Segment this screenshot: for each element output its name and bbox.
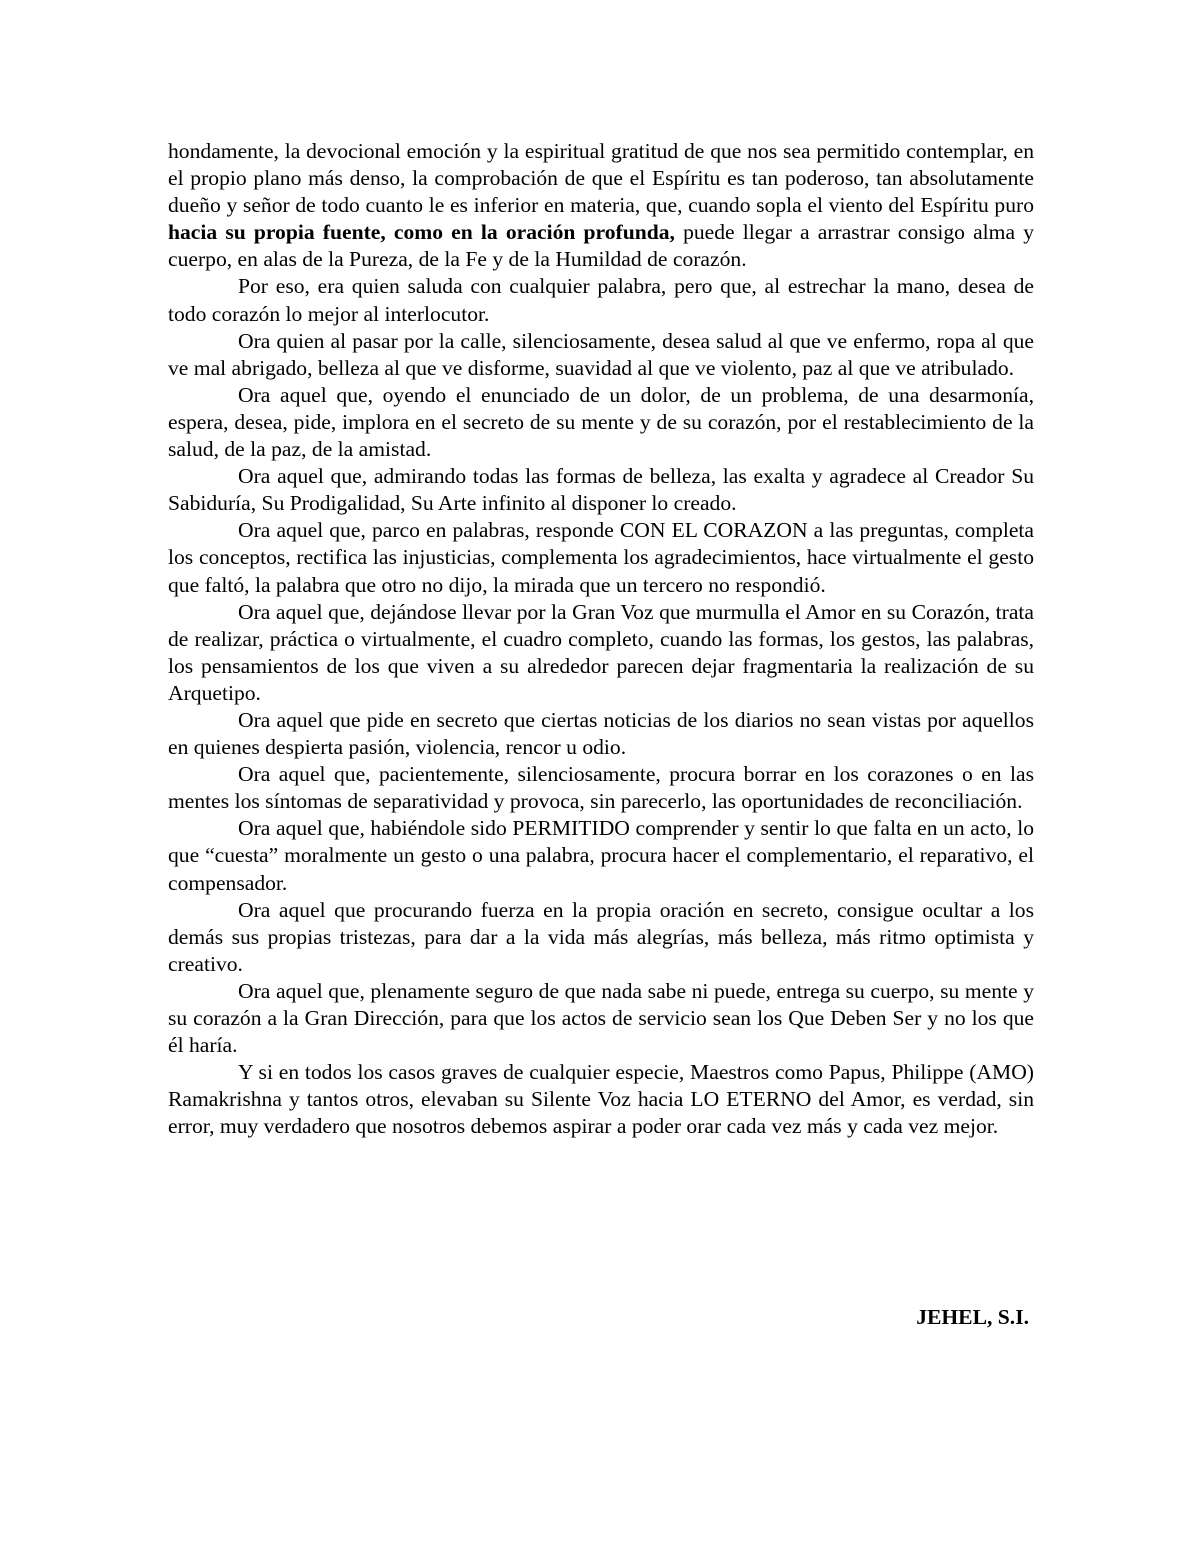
text-segment: hondamente, la devocional emoción y la espiritual gratitud de que nos sea permitido contemplar, en el propio plano más denso, la comprobación de que el Espíritu es tan poderoso, tan absolutamente dueño y señor de todo cuanto le es inferior en materia, que, cuando sopla el viento del Espíritu puro: [168, 139, 1034, 218]
paragraph: [168, 815, 1034, 896]
text-segment: Y si en todos los casos graves de cualquier especie, Maestros como Papus, Philippe (AMO) Ramakrishna y tantos otros, elevaban su Silente Voz hacia LO ETERNO del Amor, es verdad, sin error, muy verdadero que nosotros debemos aspirar a poder orar cada vez más y cada vez mejor.: [168, 1060, 1034, 1139]
text-segment: Ora aquel que procurando fuerza en la propia oración en secreto, consigue ocultar a los demás sus propias tristezas, para dar a la vida más alegrías, más belleza, más ritmo optimista y creativo.: [168, 897, 1034, 976]
signature: JEHEL, S.I.: [916, 1305, 1029, 1329]
paragraph: [168, 599, 1034, 707]
text-segment: Ora quien al pasar por la calle, silenciosamente, desea salud al que ve enfermo, ropa al que ve mal abrigado, belleza al que ve disforme, suavidad al que ve violento, paz al que ve atribulado.: [168, 328, 1034, 380]
paragraph: [168, 138, 1034, 273]
text-segment: Ora aquel que, dejándose llevar por la Gran Voz que murmulla el Amor en su Corazón, trata de realizar, práctica o virtualmente, el cuadro completo, cuando las formas, los gestos, las palabras, los pensamientos de los que viven a su alrededor parecen dejar fragmentaria la realización de su Arquetipo.: [168, 599, 1034, 705]
paragraph: [168, 978, 1034, 1059]
text-segment: Ora aquel que, oyendo el enunciado de un dolor, de un problema, de una desarmonía, espera, desea, pide, implora en el secreto de su mente y de su corazón, por el restablecimiento de la salud, de la paz, de la amistad.: [168, 382, 1034, 462]
text-segment: Ora aquel que pide en secreto que ciertas noticias de los diarios no sean vistas por aquellos en quienes despierta pasión, violencia, rencor u odio.: [168, 707, 1034, 760]
text-segment: Ora aquel que, admirando todas las formas de belleza, las exalta y agradece al Creador Su Sabiduría, Su Prodigalidad, Su Arte infinito al disponer lo creado.: [168, 464, 1034, 516]
body-text: [168, 138, 1034, 1140]
paragraph: [168, 517, 1034, 598]
text-segment: Ora aquel que, plenamente seguro de que nada sabe ni puede, entrega su cuerpo, su mente y su corazón a la Gran Dirección, para que los actos de servicio sean los Que Deben Ser y no los que él haría.: [168, 978, 1034, 1058]
text-segment: Ora aquel que, parco en palabras, responde CON EL CORAZON a las preguntas, completa los conceptos, rectifica las injusticias, complementa los agradecimientos, hace virtualmente el gesto que faltó, la palabra que otro no dijo, la mirada que un tercero no respondió.: [168, 518, 1034, 597]
text-segment: Ora aquel que, pacientemente, silenciosamente, procura borrar en los corazones o en las mentes los síntomas de separatividad y provoca, sin parecerlo, las oportunidades de reconciliación.: [168, 762, 1034, 814]
paragraph: [168, 1059, 1034, 1140]
text-segment: puede llegar a arrastrar consigo alma y cuerpo, en alas de la Pureza, de la Fe y de la Humildad de corazón.: [168, 220, 1034, 272]
text-segment: Por eso, era quien saluda con cualquier palabra, pero que, al estrechar la mano, desea de todo corazón lo mejor al interlocutor.: [168, 274, 1034, 326]
bold-text-segment: hacia su propia fuente, como en la oración profunda,: [168, 220, 675, 245]
paragraph: [168, 328, 1034, 382]
paragraph: [168, 273, 1034, 327]
paragraph: [168, 897, 1034, 978]
text-segment: Ora aquel que, habiéndole sido PERMITIDO comprender y sentir lo que falta en un acto, lo que “cuesta” moralmente un gesto o una palabra, procura hacer el complementario, el reparativo, el compensador.: [168, 816, 1034, 895]
paragraph: [168, 707, 1034, 761]
paragraph: [168, 382, 1034, 463]
paragraph: [168, 463, 1034, 517]
paragraph: [168, 761, 1034, 815]
